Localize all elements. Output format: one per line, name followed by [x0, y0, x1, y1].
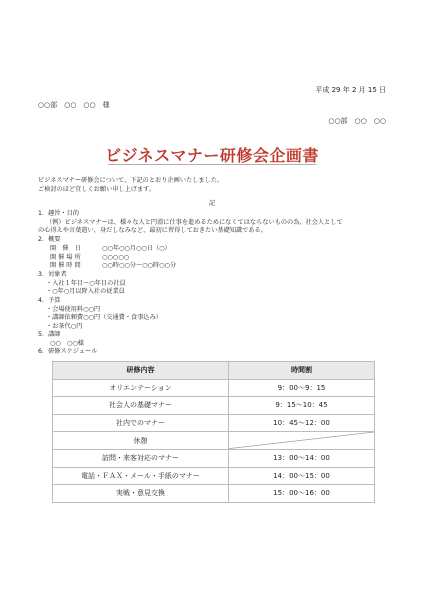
outline-value: ○○年○○月○○日（○）	[102, 245, 171, 252]
table-row	[53, 449, 375, 467]
schedule-time-cell: 10：45～12：00	[229, 414, 375, 432]
section-heading-budget: 4．予算	[38, 297, 61, 304]
schedule-content-cell: 社内でのマナー	[53, 414, 229, 432]
sender: ○○部 ○○ ○○	[328, 117, 386, 125]
schedule-table	[52, 361, 375, 503]
schedule-time-cell: 14：00～15：00	[229, 467, 375, 485]
decorative-star-pattern-bottom	[0, 514, 424, 600]
schedule-content-cell: 社会人の基礎マナー	[53, 397, 229, 415]
schedule-time-cell: 13：00～14：00	[229, 449, 375, 467]
target-item: ・入社１年目～○年目の社員	[46, 280, 126, 287]
schedule-content-cell: 訪問・来客対応のマナー	[53, 449, 229, 467]
budget-item: ・お茶代○円	[46, 323, 83, 330]
page-title: ビジネスマナー研修会企画書	[105, 146, 319, 165]
document-date: 平成 29 年 2 月 15 日	[315, 86, 386, 94]
section-heading-outline: 2．概要	[38, 236, 61, 243]
ki-heading: 記	[208, 200, 216, 207]
schedule-header-row	[53, 362, 375, 380]
table-row	[53, 414, 375, 432]
target-item: ・○年○月以降入社の従業員	[46, 288, 125, 295]
section-heading-schedule: 6．研修スケジュール	[38, 348, 98, 355]
schedule-time-cell: 9：00～9：15	[229, 379, 375, 397]
lecturer-name: ○○ ○○様	[50, 340, 84, 347]
outline-label: 開 催 時 間	[50, 262, 81, 269]
intro-line: ご検討のほど宜しくお願い申し上げます。	[38, 186, 156, 193]
section-heading-lecturer: 5．講師	[38, 331, 61, 338]
outline-value: ○○時○○分～○○時○○分	[102, 262, 177, 269]
purpose-line: の心得えや言葉遣い、身だしなみなど、最初に習得しておきたい基礎知識である。	[38, 227, 267, 234]
outline-label: 開 催 場 所	[50, 254, 81, 261]
outline-label: 開 催 日	[50, 245, 81, 252]
table-row	[53, 432, 375, 450]
outline-value: ○○○○○	[102, 254, 129, 261]
schedule-content-cell: 休憩	[53, 432, 229, 450]
diagonal-slash	[229, 432, 374, 449]
purpose-line: （例）ビジネスマナーは、様々な人と円滑に仕事を進めるためになくてはならないものの為、社会人として	[46, 219, 343, 226]
section-heading-purpose: 1．趣旨・目的	[38, 210, 80, 217]
table-row	[53, 397, 375, 415]
budget-item: ・会場使用料○○円	[46, 306, 101, 313]
budget-item: ・講師依頼費○○円（交通費・食事込み）	[46, 314, 162, 321]
decorative-star-pattern-top	[0, 0, 424, 82]
title-underline	[108, 164, 316, 165]
table-row	[53, 467, 375, 485]
schedule-time-cell: 9：15～10：45	[229, 397, 375, 415]
schedule-time-cell-break	[229, 432, 375, 450]
table-row	[53, 485, 375, 503]
section-heading-target: 3．対象者	[38, 271, 67, 278]
table-row	[53, 379, 375, 397]
recipient: ○○部 ○○ ○○ 様	[38, 101, 110, 109]
schedule-content-cell: 電話・ＦＡＸ・メール・手紙のマナー	[53, 467, 229, 485]
intro-line: ビジネスマナー研修会について、下記のとおり企画いたしました。	[38, 177, 224, 184]
schedule-header-time: 時間割	[229, 362, 375, 380]
schedule-content-cell: オリエンテーション	[53, 379, 229, 397]
schedule-time-cell: 15：00～16：00	[229, 485, 375, 503]
schedule-content-cell: 実戦・意見交換	[53, 485, 229, 503]
schedule-header-content: 研修内容	[53, 362, 229, 380]
